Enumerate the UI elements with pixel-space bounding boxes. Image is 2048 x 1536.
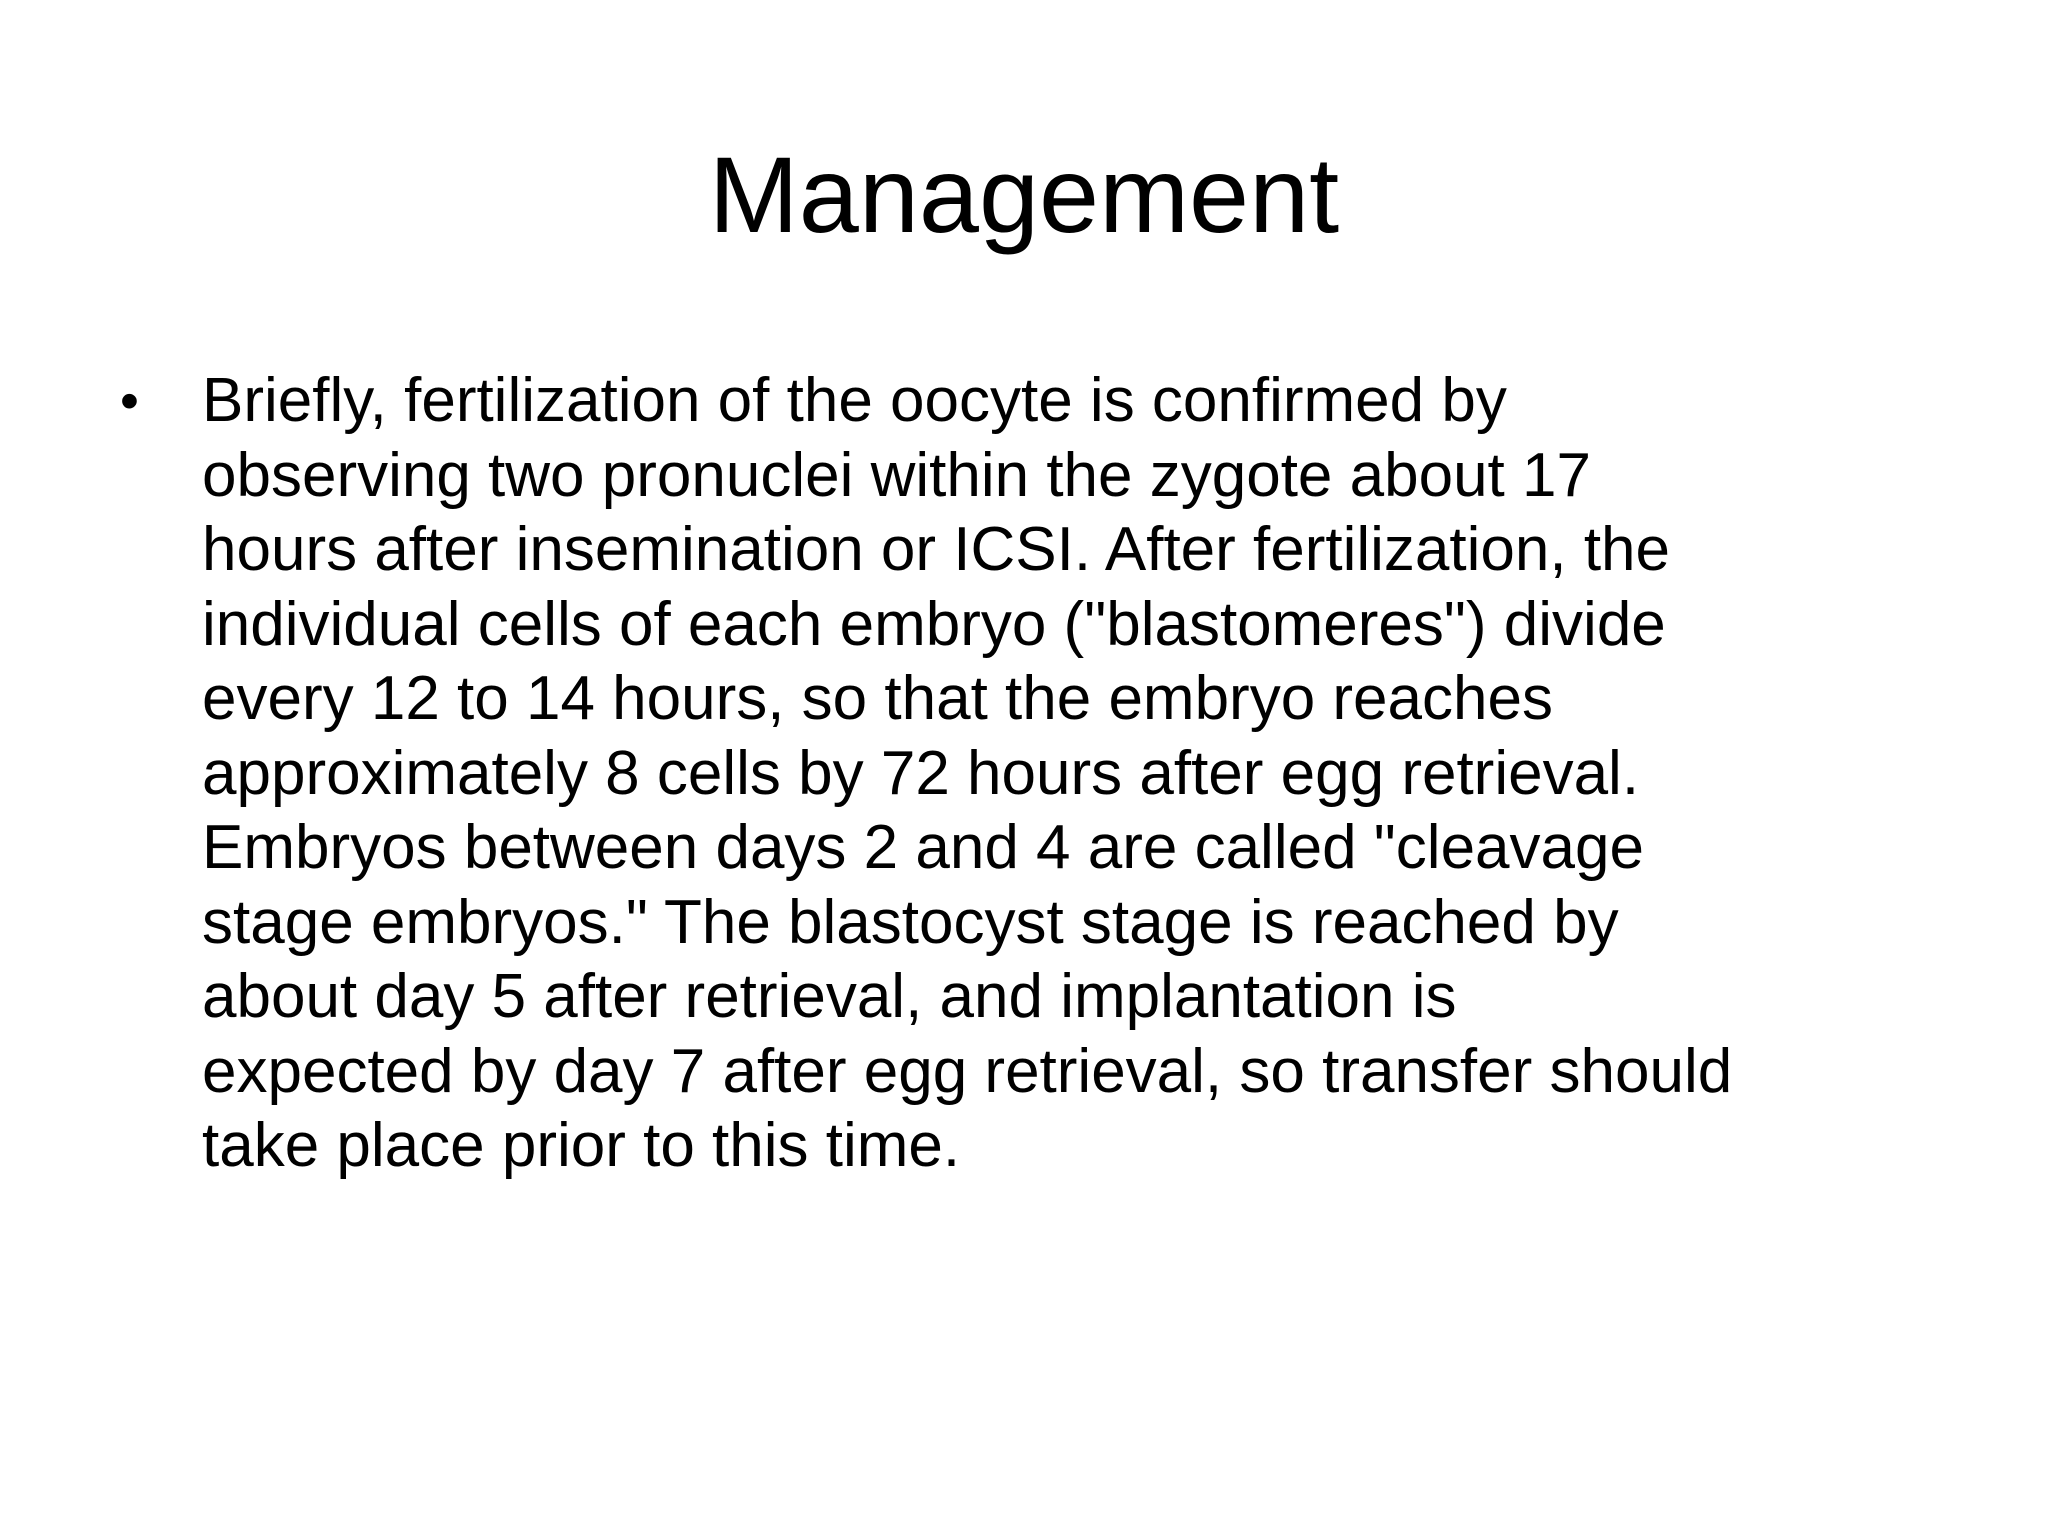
bullet-text-line: hours after insemination or ICSI. After fertilization, the: [202, 515, 1671, 584]
bullet-text-line: take place prior to this time.: [202, 1111, 961, 1180]
bullet-text-line: Briefly, fertilization of the oocyte is confirmed by: [202, 366, 1507, 435]
bullet-text-line: individual cells of each embryo ("blastomeres") divide: [202, 589, 1666, 659]
bullet-icon: •: [120, 371, 139, 431]
bullet-text-line: about day 5 after retrieval, and implantation is: [202, 962, 1457, 1031]
slide-title: Management: [708, 134, 1340, 255]
bullet-item: [120, 364, 1960, 1184]
bullet-list: [120, 364, 1960, 1184]
bullet-text-line: approximately 8 cells by 72 hours after egg retrieval.: [202, 738, 1640, 808]
bullet-text-line: every 12 to 14 hours, so that the embryo reaches: [202, 664, 1553, 733]
bullet-text-line: Embryos between days 2 and 4 are called "cleavage: [202, 813, 1644, 882]
bullet-text-line: stage embryos." The blastocyst stage is reached by: [202, 887, 1619, 957]
bullet-text-line: expected by day 7 after egg retrieval, so transfer should: [202, 1036, 1733, 1106]
bullet-text-line: observing two pronuclei within the zygote about 17: [202, 440, 1591, 510]
